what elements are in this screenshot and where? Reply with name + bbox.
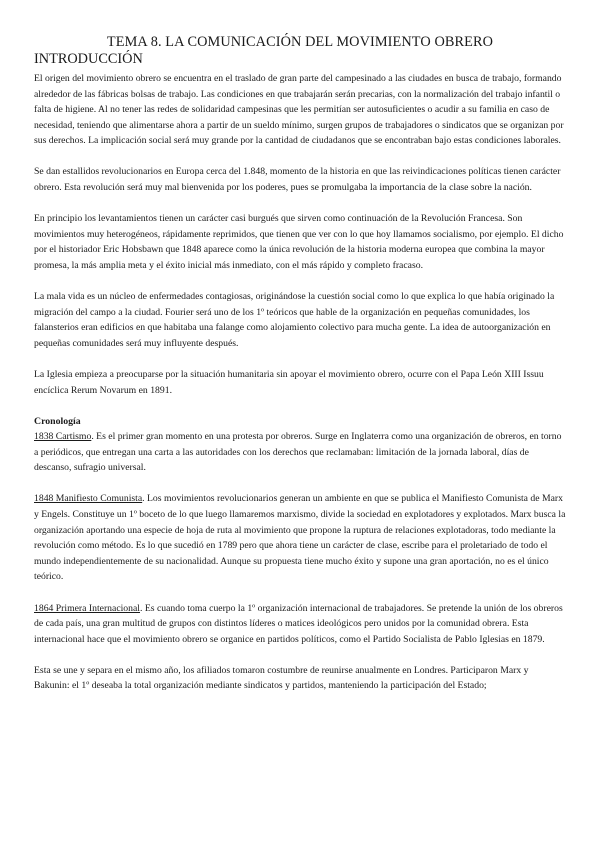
cronologia-label: 1864 Primera Internacional — [34, 602, 140, 614]
paragraph-origen: El origen del movimiento obrero se encuentra en el traslado de gran parte del campesinado a las ciudades en busca de trabajo, formando alrededor de las fábricas bolsas de trabajo. Las condiciones en que trabajarán serán precarias, con la normalización del trabajo infantil o falta de higiene. Al no tener las redes de solidaridad campesinas que les permitían ser autosuficientes o acudir a su familia en caso de necesidad, teniendo que alimentarse ahora a partir de un sueldo mínimo, surgen grupos de trabajadores o sindicatos que se organizan por sus derechos. La implicación social será muy grande por la cantidad de ciudadanos que se encontraban bajo estas condiciones laborales. — [34, 73, 564, 147]
paragraph-londres: Esta se une y separa en el mismo año, los afiliados tomaron costumbre de reunirse anualmente en Londres. Participaron Marx y Bakunin: el 1º deseaba la total organización mediante sindicatos y partidos, manteniendo la participación del Estado; — [34, 664, 529, 692]
cronologia-heading: Cronología — [34, 415, 81, 427]
cronologia-label: 1848 Manifiesto Comunista — [34, 493, 143, 505]
cronologia-text: . Es el primer gran momento en una protesta por obreros. Surge en Inglaterra como una organización de obreros, en torno a periódicos, que entregan una carta a las autoridades con los derechos que reclamaban: limitación de la jornada laboral, días de descanso, sufragio universal. — [34, 431, 562, 474]
cronologia-item-internacional — [34, 601, 566, 648]
cronologia-text: . Los movimientos revolucionarios generan un ambiente en que se publica el Manifiesto Comunista de Marx y Engels. Constituye un 1º boceto de lo que luego llamaremos marxismo, divide la sociedad en explotadores y explotados. Marx busca la organización aportando una especie de hoja de ruta al movimiento que propone la ruptura de relaciones explotadoras, todo mediante la revolución como método. Es lo que sucedió en 1789 pero que ahora tiene un carácter de clase, escribe para el proletariado de todo el mundo independientemente de su nacionalidad. Aunque su propuesta tiene mucho éxito y supone una gran aportación, no es el único teórico. — [34, 493, 566, 583]
intro-heading: INTRODUCCIÓN — [34, 51, 143, 67]
cronologia-item-manifiesto — [34, 491, 566, 585]
paragraph-iglesia: La Iglesia empieza a preocuparse por la situación humanitaria sin apoyar el movimiento obrero, ocurre con el Papa León XIII Issuu encíclica Rerum Novarum en 1891. — [34, 368, 544, 396]
paragraph-estallidos: Se dan estallidos revolucionarios en Europa cerca del 1.848, momento de la historia en que las reivindicaciones políticas tienen carácter obrero. Esta revolución será muy mal bienvenida por los poderes, pues se promulgaba la importancia de la clase sobre la nación. — [34, 166, 561, 194]
cronologia-item-cartismo — [34, 429, 566, 476]
paragraph-mala-vida: La mala vida es un núcleo de enfermedades contagiosas, originándose la cuestión social como lo que explica lo que había originado la migración del campo a la ciudad. Fourier será uno de los 1º teóricos que hable de la organización en pequeñas comunidades, los falansterios eran edificios en que habitaba una falange como alojamiento colectivo para mucha gente. La idea de autoorganización en pequeñas comunidades será muy influyente después. — [34, 291, 555, 349]
cronologia-label: 1838 Cartismo — [34, 431, 92, 443]
cronologia-text: . Es cuando toma cuerpo la 1º organización internacional de trabajadores. Se pretende la unión de los obreros de cada país, una gran multitud de grupos con distintos líderes o matices ideológicos pero unidos por la comunidad obrera. Esta internacional hace que el movimiento obrero se organice en partidos políticos, como el Partido Socialista de Pablo Iglesias en 1879. — [34, 602, 563, 645]
page-title: TEMA 8. LA COMUNICACIÓN DEL MOVIMIENTO OBRERO — [106, 34, 494, 50]
paragraph-levantamientos: En principio los levantamientos tienen un carácter casi burgués que sirven como continuación de la Revolución Francesa. Son movimientos muy heterogéneos, rápidamente reprimidos, que tienen que ver con lo que hoy llamamos socialismo, por ejemplo. El dicho por el historiador Eric Hobsbawn que 1848 aparece como la única revolución de la historia moderna europea que combina la mayor promesa, la más amplia meta y el éxito inicial más inmediato, con el más rápido y completo fracaso. — [34, 213, 564, 271]
